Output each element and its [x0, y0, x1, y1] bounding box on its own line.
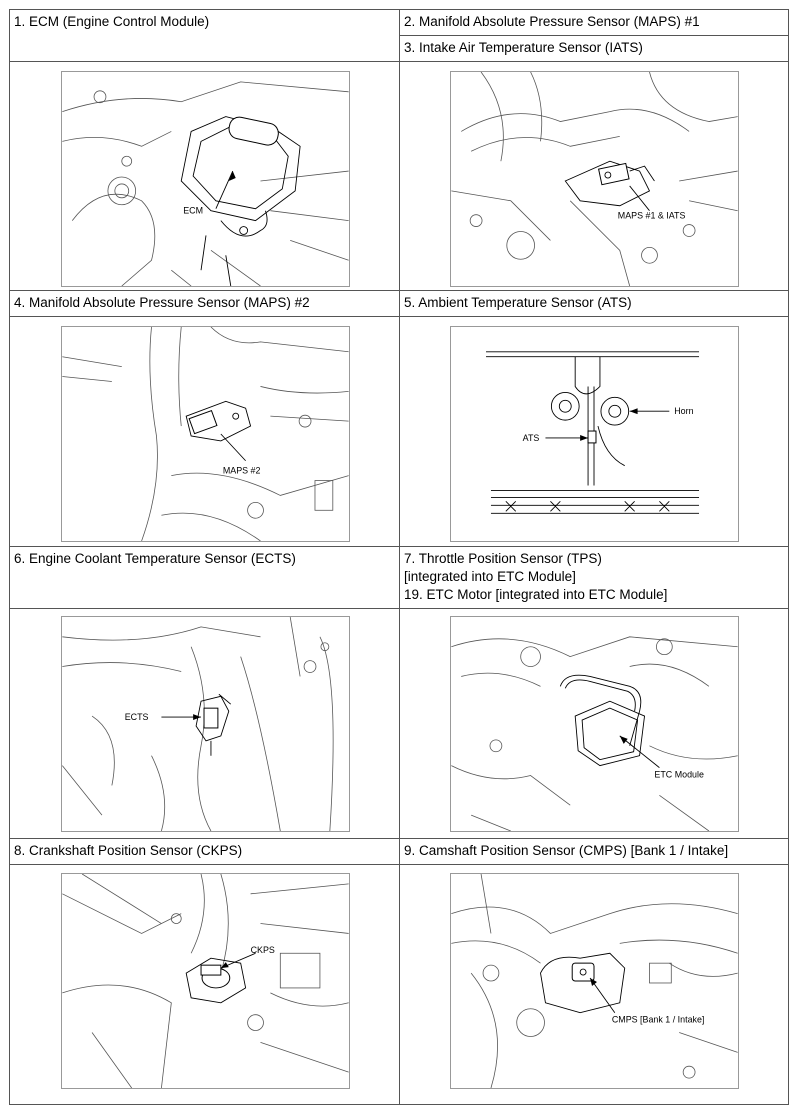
maps2-figure — [61, 326, 350, 542]
ecm-figure — [61, 71, 350, 287]
ecm-label: ECM — [183, 205, 204, 216]
header-ats — [399, 290, 789, 317]
header-maps1 — [399, 9, 789, 36]
header-ects-text: 6. Engine Coolant Temperature Sensor (ECTS) — [14, 551, 296, 566]
header-maps2 — [9, 290, 400, 317]
header-tps — [399, 546, 789, 609]
header-maps2-text: 4. Manifold Absolute Pressure Sensor (MAPS) #2 — [14, 295, 310, 310]
header-ckps — [9, 838, 400, 865]
ckps-drawing — [62, 874, 349, 1088]
horn-label: Horn — [674, 406, 694, 417]
sensor-location-table — [9, 9, 789, 1105]
header-tps-text: 7. Throttle Position Sensor (TPS) — [404, 551, 602, 566]
maps1-drawing — [451, 72, 738, 286]
header-iats-text: 3. Intake Air Temperature Sensor (IATS) — [404, 40, 643, 55]
cell-ckps-figure — [9, 864, 400, 1105]
cmps-label: CMPS [Bank 1 / Intake] — [611, 1014, 705, 1025]
ats-figure — [450, 326, 739, 542]
ecm-drawing — [62, 72, 349, 286]
ects-drawing — [62, 617, 349, 831]
cell-maps2-figure — [9, 316, 400, 547]
ckps-label: CKPS — [250, 945, 275, 956]
maps1-label: MAPS #1 & IATS — [617, 210, 686, 221]
etc-drawing — [451, 617, 738, 831]
ats-drawing — [451, 327, 738, 541]
header-cmps — [399, 838, 789, 865]
maps1-figure — [450, 71, 739, 287]
header-ckps-text: 8. Crankshaft Position Sensor (CKPS) — [14, 843, 243, 858]
header-ects — [9, 546, 400, 609]
maps2-drawing — [62, 327, 349, 541]
ects-figure — [61, 616, 350, 832]
cell-ects-figure — [9, 608, 400, 839]
header-ats-text: 5. Ambient Temperature Sensor (ATS) — [404, 295, 632, 310]
cell-etc-figure — [399, 608, 789, 839]
cell-ecm-figure — [9, 61, 400, 291]
header-tps-text2: [integrated into ETC Module] — [404, 569, 576, 584]
maps2-label: MAPS #2 — [222, 465, 261, 476]
etc-label: ETC Module — [654, 769, 704, 780]
header-etc-text: 19. ETC Motor [integrated into ETC Module] — [404, 587, 668, 602]
header-ecm — [9, 9, 400, 62]
cmps-drawing — [451, 874, 738, 1088]
header-maps1-text: 2. Manifold Absolute Pressure Sensor (MAPS) #1 — [404, 14, 700, 29]
ects-label: ECTS — [124, 712, 149, 723]
etc-figure — [450, 616, 739, 832]
header-ecm-text: 1. ECM (Engine Control Module) — [14, 14, 210, 29]
ats-label: ATS — [522, 432, 540, 443]
ckps-figure — [61, 873, 350, 1089]
header-iats — [399, 35, 789, 62]
cell-cmps-figure — [399, 864, 789, 1105]
cmps-figure — [450, 873, 739, 1089]
header-cmps-text: 9. Camshaft Position Sensor (CMPS) [Bank 1 / Intake] — [404, 843, 729, 858]
cell-ats-figure — [399, 316, 789, 547]
cell-maps1-figure — [399, 61, 789, 291]
